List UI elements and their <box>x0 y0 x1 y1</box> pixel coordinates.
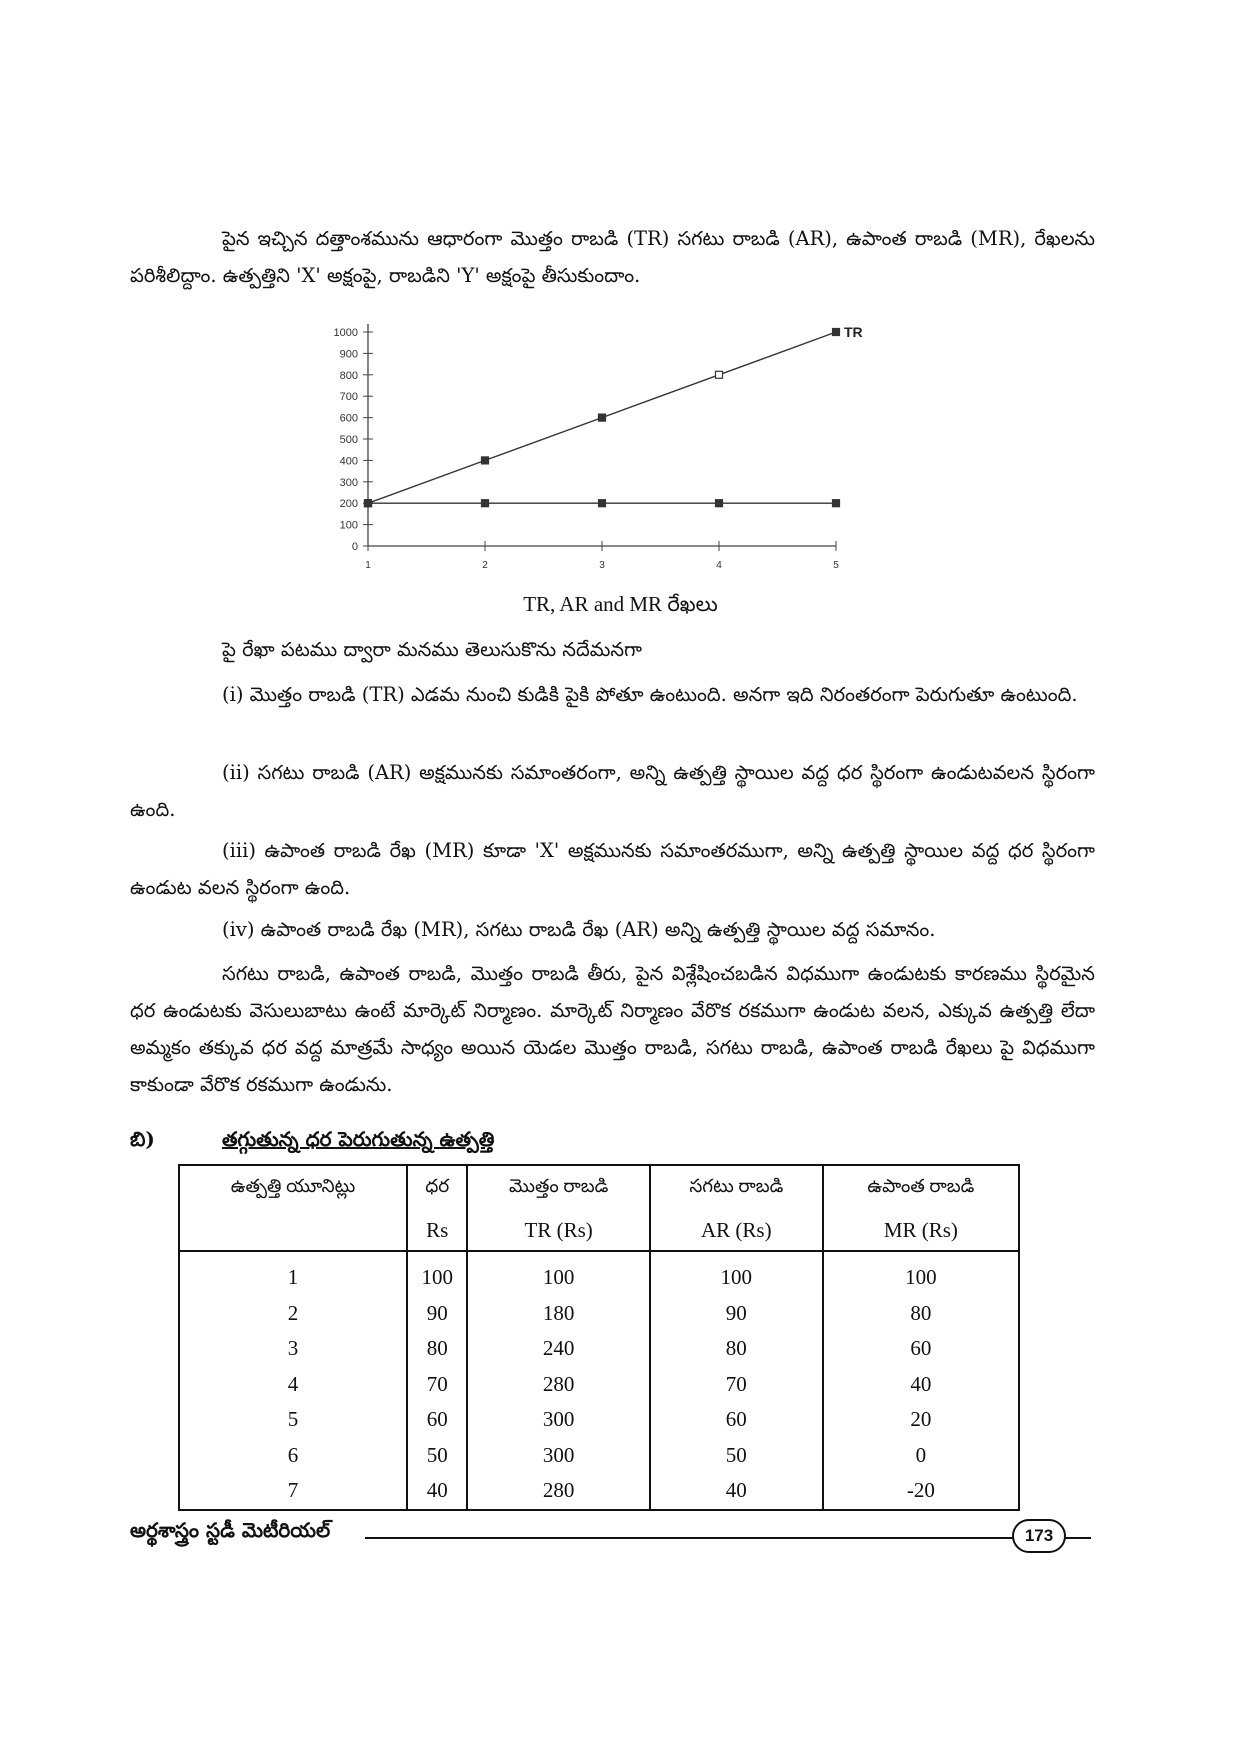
chart-caption: TR, AR and MR రేఖలు <box>523 592 718 616</box>
table-cell: 70 <box>650 1367 823 1403</box>
observation-4: (iv) ఉపాంత రాబడి రేఖ (MR), సగటు రాబడి రేఖ (AR) అన్ని ఉత్పత్తి స్థాయిల వద్ద సమానం. <box>222 918 936 941</box>
y-tick-label: 200 <box>339 498 358 511</box>
intro-paragraph: పైన ఇచ్చిన దత్తాంశమును ఆధారంగా మొత్తం రాబడి (TR) సగటు రాబడి (AR), ఉపాంత రాబడి (MR), రేఖలను పరిశీలిద్దాం. ఉత్పత్తిని 'X' అక్షంపై, రాబడిని 'Y' అక్షంపై తీసుకుందాం. <box>130 227 1095 287</box>
table-subheader-row <box>179 1210 1019 1251</box>
col-header-ar: సగటు రాబడి <box>650 1165 823 1210</box>
col-subheader-ar: AR (Rs) <box>650 1210 823 1251</box>
table-cell: 80 <box>823 1296 1019 1332</box>
col-subheader-tr: TR (Rs) <box>467 1210 649 1251</box>
observations-intro: పై రేఖా పటము ద్వారా మనము తెలుసుకొను నదేమనగా <box>222 638 643 661</box>
y-tick-label: 100 <box>339 519 358 532</box>
x-tick-label: 5 <box>833 560 839 571</box>
revenue-table <box>178 1164 1020 1511</box>
data-point <box>599 500 606 507</box>
revenue-line-chart <box>300 318 900 578</box>
observation-2: (ii) సగటు రాబడి (AR) అక్షమునకు సమాంతరంగా, అన్ని ఉత్పత్తి స్థాయిల వద్ద ధర స్థిరంగా ఉండుటవలన స్థిరంగా ఉంది. <box>130 761 1095 821</box>
y-tick-label: 600 <box>339 412 358 425</box>
x-tick-label: 2 <box>482 560 488 571</box>
table-cell: 0 <box>823 1438 1019 1474</box>
table-cell: 280 <box>467 1473 649 1510</box>
table-cell: 50 <box>650 1438 823 1474</box>
table-cell: 90 <box>407 1296 467 1332</box>
section-b-number: బి) <box>130 1127 155 1151</box>
table-cell: 7 <box>287 1478 299 1503</box>
table-cell: 300 <box>467 1438 649 1474</box>
table-cell: 100 <box>823 1251 1019 1296</box>
col-subheader-mr: MR (Rs) <box>823 1210 1019 1251</box>
y-tick-label: 400 <box>339 455 358 468</box>
table-cell: 280 <box>467 1367 649 1403</box>
x-tick-label: 3 <box>599 560 605 571</box>
table-cell: 70 <box>407 1367 467 1403</box>
table-cell: 50 <box>407 1438 467 1474</box>
y-tick-label: 700 <box>339 391 358 404</box>
observation-1: (i) మొత్తం రాబడి (TR) ఎడమ నుంచి కుడికి పైకి పోతూ ఉంటుంది. అనగా ఇది నిరంతరంగా పెరుగుతూ ఉంటుంది. <box>222 683 1078 706</box>
table-cell: 100 <box>467 1251 649 1296</box>
table-cell: 90 <box>650 1296 823 1332</box>
col-header-tr: మొత్తం రాబడి <box>467 1165 649 1210</box>
y-tick-label: 300 <box>339 476 358 489</box>
col-header-price: ధర <box>407 1165 467 1210</box>
series-label: TR <box>844 324 863 340</box>
table-cell: 80 <box>407 1331 467 1367</box>
col-header-mr: ఉపాంత రాబడి <box>823 1165 1019 1210</box>
data-point <box>482 500 489 507</box>
data-point <box>482 457 489 464</box>
table-cell: 20 <box>823 1402 1019 1438</box>
y-axis-ticks <box>334 327 373 553</box>
section-b-heading <box>130 1127 494 1156</box>
y-tick-label: 500 <box>339 434 358 446</box>
data-point <box>716 371 723 378</box>
page-number: 173 <box>1012 1519 1066 1553</box>
table-cell: 40 <box>407 1473 467 1510</box>
table-header-row <box>179 1165 1019 1210</box>
table-row <box>179 1331 1019 1367</box>
col-header-units: ఉత్పత్తి యూనిట్లు <box>230 1176 356 1197</box>
table-row <box>179 1296 1019 1332</box>
table-cell: 80 <box>650 1331 823 1367</box>
x-tick-label: 1 <box>365 560 371 571</box>
conclusion-paragraph: సగటు రాబడి, ఉపాంత రాబడి, మొత్తం రాబడి తీరు, పైన విశ్లేషించబడిన విధముగా ఉండుటకు కారణము స్థిరమైన ధర ఉండుటకు వెసులుబాటు ఉంటే మార్కెట్ నిర్మాణం. మార్కెట్ నిర్మాణం వేరొక రకముగా ఉండుట వలన, ఎక్కువ ఉత్పత్తి లేదా అమ్మకం తక్కువ ధర వద్ద మాత్రమే సాధ్యం అయిన యెడల మొత్తం రాబడి, సగటు రాబడి, ఉపాంత రాబడి రేఖలు పై విధముగా కాకుండా వేరొక రకముగా ఉండును. <box>130 962 1095 1096</box>
table-cell: 300 <box>467 1402 649 1438</box>
x-tick-label: 4 <box>716 560 722 571</box>
observation-3: (iii) ఉపాంత రాబడి రేఖ (MR) కూడా 'X' అక్షమునకు సమాంతరముగా, అన్ని ఉత్పత్తి స్థాయిల వద్ద ధర స్థిరంగా ఉండుట వలన స్థిరంగా ఉంది. <box>130 839 1095 899</box>
table-row <box>179 1367 1019 1403</box>
y-tick-label: 900 <box>339 348 358 361</box>
table-row <box>179 1251 1019 1296</box>
y-tick-label: 0 <box>351 541 358 553</box>
table-cell: 3 <box>287 1336 299 1361</box>
section-b-title: తగ్గుతున్న ధర పెరుగుతున్న ఉత్పత్తి <box>222 1127 495 1151</box>
table-row <box>179 1402 1019 1438</box>
footer-divider <box>365 1537 1015 1539</box>
table-cell: 60 <box>407 1402 467 1438</box>
chart-series <box>365 324 863 507</box>
table-cell: 4 <box>287 1371 299 1396</box>
table-cell: 40 <box>650 1473 823 1510</box>
footer-divider-end <box>1065 1537 1091 1539</box>
y-tick-label: 1000 <box>333 327 358 339</box>
table-cell: 1 <box>287 1265 299 1290</box>
col-subheader-price: Rs <box>407 1210 467 1251</box>
y-tick-label: 800 <box>339 369 358 382</box>
data-point <box>599 414 606 421</box>
footer-title: అర్థశాస్త్రం స్టడీ మెటీరియల్ <box>130 1518 331 1542</box>
table-cell: 240 <box>467 1331 649 1367</box>
col-subheader-units <box>179 1210 407 1251</box>
table-row <box>179 1473 1019 1510</box>
table-cell: 6 <box>287 1442 299 1467</box>
table-cell: 60 <box>650 1402 823 1438</box>
table-row <box>179 1438 1019 1474</box>
data-point <box>833 329 840 336</box>
table-cell: 60 <box>823 1331 1019 1367</box>
data-point <box>833 500 840 507</box>
data-point <box>365 500 372 507</box>
table-cell: 180 <box>467 1296 649 1332</box>
table-cell: 5 <box>287 1407 299 1432</box>
table-cell: 40 <box>823 1367 1019 1403</box>
table-cell: 100 <box>407 1251 467 1296</box>
table-cell: 100 <box>650 1251 823 1296</box>
table-cell: -20 <box>823 1473 1019 1510</box>
table-cell: 2 <box>287 1300 299 1325</box>
data-point <box>716 500 723 507</box>
